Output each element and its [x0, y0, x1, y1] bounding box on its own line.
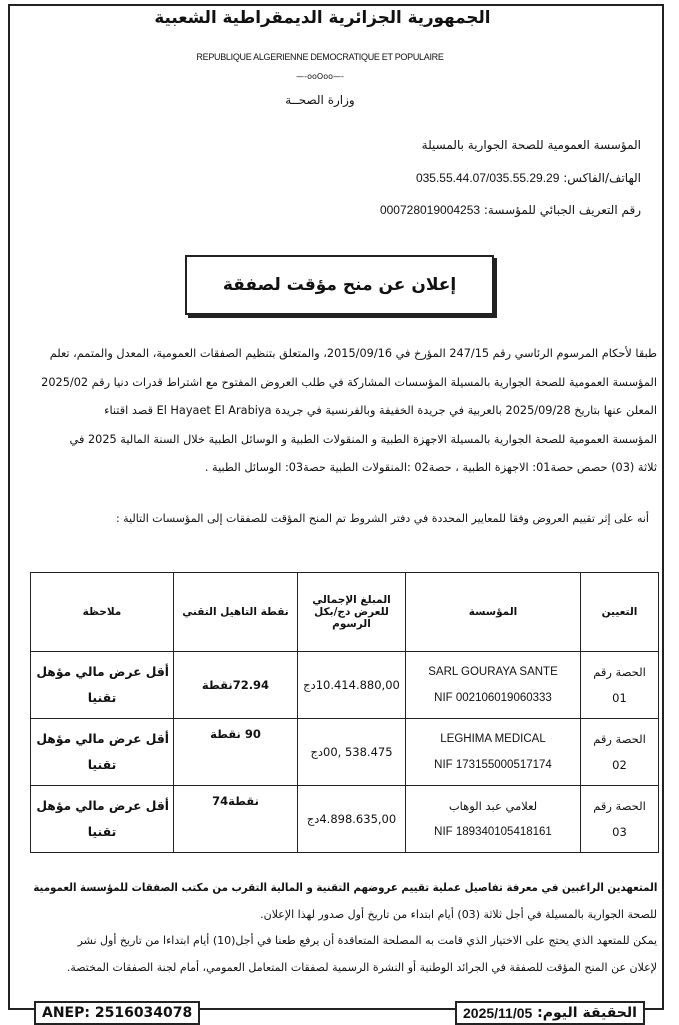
- note-line: أقل عرض مالي مؤهل: [36, 731, 169, 746]
- lot-number: 02: [612, 758, 627, 772]
- announcement-title: إعلان عن منح مؤقت لصفقة: [185, 255, 494, 315]
- closing-line: للصحة الجوارية بالمسيلة في أجل ثلاثة (03) أيام ابتداء من تاريخ أول صدور لهذا الإعلان.: [260, 907, 657, 921]
- closing-line: لإعلان عن المنح المؤقت للصفقة في الجرائد الوطنية أو النشرة الرسمية لصفقات المتعامل العمومي، أمام لجنة الصفقات المختصة.: [66, 960, 657, 974]
- closing-paragraph: [27, 875, 657, 981]
- score-cell: [174, 786, 298, 853]
- note-cell: [31, 786, 174, 853]
- lot-cell: [581, 652, 659, 719]
- phone-value: 035.55.44.07/035.55.29.29: [415, 171, 560, 185]
- amount-value: 538.475 ,00دج: [310, 745, 393, 759]
- publication-date: 2025/11/05: [463, 1005, 533, 1021]
- score-cell: [174, 652, 298, 719]
- company-cell: [406, 652, 581, 719]
- document-frame: [8, 4, 664, 1010]
- lot-number: 01: [612, 691, 627, 705]
- anep-reference: ANEP: 2516034078: [34, 1001, 200, 1025]
- lot-cell: [581, 786, 659, 853]
- lot-cell: [581, 719, 659, 786]
- table-row: [31, 786, 659, 853]
- header-score: نقطة التاهيل التقني: [174, 573, 298, 652]
- score-value: 72.94نقطة: [201, 678, 270, 692]
- intro-line: طبقا لأحكام المرسوم الرئاسي رقم 247/15 المؤرخ في 2015/09/16، والمتعلق بتنظيم الصفقات العمومية، المعدل والمتمم، تعلم: [49, 347, 657, 360]
- company-cell: [406, 719, 581, 786]
- intro-paragraph: [27, 340, 657, 483]
- note-line: تقنيا: [87, 690, 117, 705]
- company-name: SARL GOURAYA SANTE: [428, 666, 558, 678]
- note-line: أقل عرض مالي مؤهل: [36, 798, 169, 813]
- amount-cell: [298, 786, 406, 853]
- note-line: تقنيا: [87, 757, 117, 772]
- closing-line: يمكن للمتعهد الذي يحتج على الاختيار الذي قامت به المصلحة المتعاقدة أن يرفع طعنا في أجل(10) أيام ابتداءا من تاريخ أول نشر: [77, 934, 657, 947]
- header-company: المؤسسة: [406, 573, 581, 652]
- republic-french: REPUBLIQUE ALGERIENNE DEMOCRATIQUE ET POPULAIRE: [196, 52, 444, 62]
- company-name: LEGHIMA MEDICAL: [440, 733, 546, 745]
- awards-table: [30, 572, 659, 853]
- note-line: أقل عرض مالي مؤهل: [36, 664, 169, 679]
- company-nif: NIF 002106019060333: [434, 692, 552, 704]
- note-cell: [31, 719, 174, 786]
- score-value: نقطة74: [212, 794, 259, 808]
- amount-cell: [298, 719, 406, 786]
- phone-label: الهاتف/الفاكس:: [563, 171, 641, 185]
- header-note: ملاحظة: [31, 573, 174, 652]
- intro-line: ثلاثة (03) حصص حصة01: الاجهزة الطبية ، حصة02 :المنقولات الطبية حصة03: الوسائل الطبية .: [204, 461, 657, 474]
- company-cell: [406, 786, 581, 853]
- institution-name: المؤسسة العمومية للصحة الجوارية بالمسيلة: [421, 138, 641, 152]
- lot-label: الحصة رقم: [593, 665, 646, 679]
- institution-phone: [416, 171, 641, 185]
- nif-label: رقم التعريف الجبائي للمؤسسة:: [483, 203, 641, 217]
- company-name: لعلامي عبد الوهاب: [448, 799, 538, 813]
- intro-line: المؤسسة العمومية للصحة الجوارية بالمسيلة الاجهزة الطبية و المنقولات الطبية و الوسائل الطبية خلال السنة المالية 2025 في: [69, 432, 657, 446]
- table-row: [31, 652, 659, 719]
- note-line: تقنيا: [87, 824, 117, 839]
- amount-value: 10.414.880,00دج: [303, 678, 400, 692]
- intro-line: المؤسسة العمومية للصحة الجوارية بالمسيلة المؤسسات المشاركة في طلب العروض المفتوح مع اشتراط قدرات دنيا رقم 2025/02: [41, 375, 657, 389]
- table-row: [31, 719, 659, 786]
- intro-line: المعلن عنها بتاريخ 2025/09/28 بالعربية في جريدة الخفيفة وبالفرنسية في جريدة El Hayaet El Arabiya قصد اقتناء: [104, 404, 657, 417]
- republic-arabic: الجمهورية الجزائرية الديمقراطية الشعبية: [153, 8, 490, 28]
- score-value: 90 نقطة: [210, 727, 261, 741]
- closing-line: المتعهدين الراغبين في معرفة تفاصيل عملية تقييم عروضهم التقنية و المالية التقرب من مكتب الصفقات للمؤسسة العمومية: [32, 881, 657, 894]
- ministry: وزارة الصحــة: [285, 93, 355, 107]
- separator: —-ooOoo—-: [296, 72, 344, 81]
- header-amount: المبلغ الإجمالي للعرض دج/بكل الرسوم: [298, 573, 406, 652]
- table-header-row: [31, 573, 659, 652]
- institution-nif: [380, 203, 641, 217]
- company-nif: NIF 173155000517174: [434, 759, 552, 771]
- lot-number: 03: [612, 825, 627, 839]
- lot-label: الحصة رقم: [593, 799, 646, 813]
- amount-value: 4.898.635,00دج: [306, 812, 397, 826]
- newspaper-name: الحقيقة اليوم:: [537, 1005, 637, 1021]
- result-line: أنه على إثر تقييم العروض وفقا للمعايير المحددة في دفتر الشروط تم المنح المؤقت للصفقات إلى المؤسسات التالية :: [115, 512, 649, 525]
- newspaper-date: [455, 1001, 645, 1025]
- nif-value: 000728019004253: [379, 203, 481, 217]
- score-cell: [174, 719, 298, 786]
- note-cell: [31, 652, 174, 719]
- company-nif: NIF 189340105418161: [434, 826, 552, 838]
- lot-label: الحصة رقم: [593, 732, 646, 746]
- header-lot: التعيين: [581, 573, 659, 652]
- amount-cell: [298, 652, 406, 719]
